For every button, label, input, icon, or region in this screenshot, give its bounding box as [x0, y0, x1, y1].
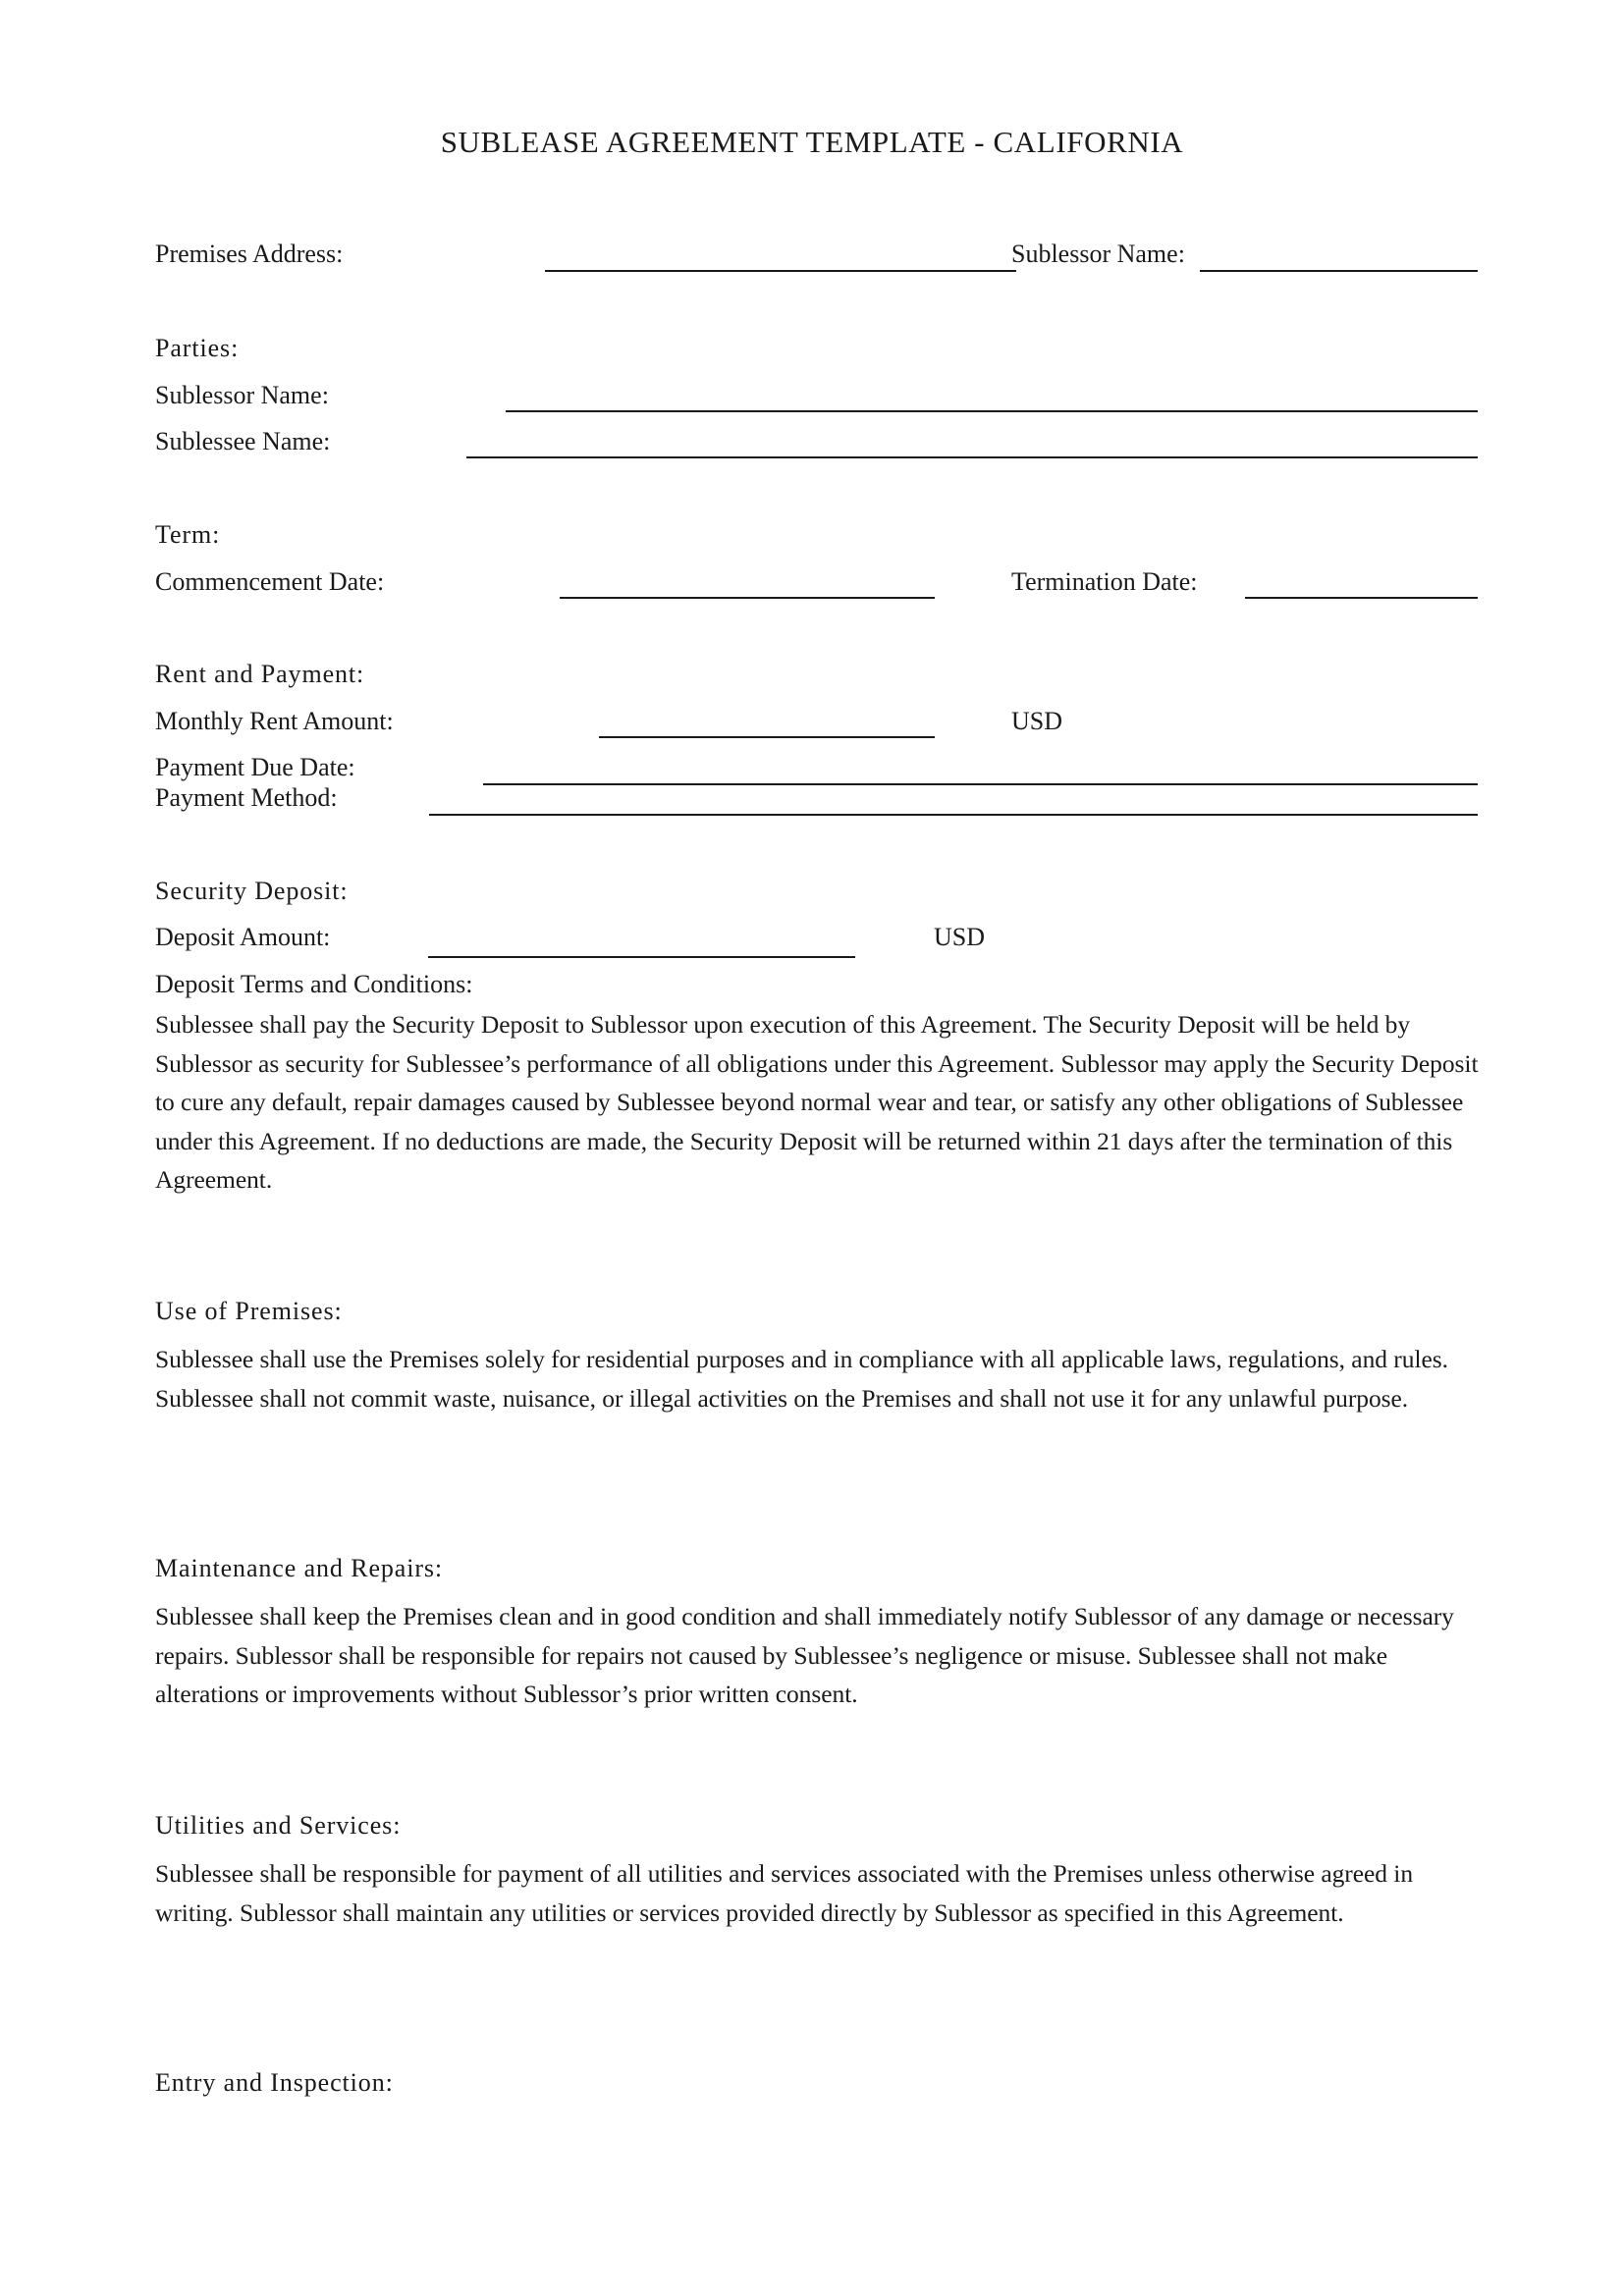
payment-method-field[interactable]	[429, 814, 1478, 816]
maintenance-heading: Maintenance and Repairs:	[155, 1554, 444, 1582]
deposit-currency: USD	[934, 923, 986, 951]
monthly-rent-label: Monthly Rent Amount:	[155, 707, 394, 735]
premises-sublessor-field[interactable]	[1200, 270, 1478, 272]
utilities-text: Sublessee shall be responsible for payment of all utilities and services associated with the Premises unless otherwise agreed in writing. Sublessor shall maintain any utilities or services provided directly by Sublessor as specified in this Agreement.	[155, 1859, 1414, 1927]
parties-sublessor-field[interactable]	[506, 410, 1478, 412]
monthly-rent-currency: USD	[1011, 707, 1063, 735]
document-title: SUBLEASE AGREEMENT TEMPLATE - CALIFORNIA	[440, 125, 1184, 159]
entry-heading: Entry and Inspection:	[155, 2068, 394, 2097]
premises-address-label: Premises Address:	[155, 240, 344, 268]
utilities-heading: Utilities and Services:	[155, 1811, 402, 1840]
commencement-date-field[interactable]	[560, 597, 935, 599]
deposit-amount-field[interactable]	[428, 956, 855, 958]
parties-sublessor-label: Sublessor Name:	[155, 381, 329, 409]
use-heading: Use of Premises:	[155, 1297, 343, 1325]
premises-sublessor-label: Sublessor Name:	[1011, 240, 1185, 268]
deposit-terms-label: Deposit Terms and Conditions:	[155, 970, 473, 998]
premises-address-field[interactable]	[545, 270, 1016, 272]
payment-due-date-field[interactable]	[483, 783, 1478, 785]
use-text: Sublessee shall use the Premises solely for residential purposes and in compliance with all applicable laws, regulations, and rules. Sublessee shall not commit waste, nuisance, or illegal activities on the Premises and shall not use it for any unlawful purpose.	[155, 1345, 1448, 1413]
commencement-date-label: Commencement Date:	[155, 567, 385, 596]
term-heading: Term:	[155, 520, 221, 549]
deposit-heading: Security Deposit:	[155, 877, 349, 905]
payment-method-label: Payment Method:	[155, 783, 338, 812]
deposit-terms-text: Sublessee shall pay the Security Deposit to Sublessor upon execution of this Agreement. The Security Deposit will be held by Sublessor as security for Sublessee’s performance of all obligations under this Agreement. Sublessor may apply the Security Deposit to cure any default, repair damages caused by Sublessee beyond normal wear and tear, or satisfy any other obligations of Sublessee under this Agreement. If no deductions are made, the Security Deposit will be returned within 21 days after the termination of this Agreement.	[155, 1010, 1479, 1194]
parties-sublessee-field[interactable]	[466, 456, 1478, 458]
monthly-rent-field[interactable]	[599, 736, 935, 738]
parties-heading: Parties:	[155, 334, 240, 362]
termination-date-label: Termination Date:	[1011, 567, 1198, 596]
payment-due-date-label: Payment Due Date:	[155, 753, 355, 781]
deposit-amount-label: Deposit Amount:	[155, 923, 331, 951]
rent-heading: Rent and Payment:	[155, 660, 365, 688]
termination-date-field[interactable]	[1245, 597, 1478, 599]
maintenance-text: Sublessee shall keep the Premises clean and in good condition and shall immediately notify Sublessor of any damage or necessary repairs. Sublessor shall be responsible for repairs not caused by Sublessee’s negligence or misuse. Sublessee shall not make alterations or improvements without Sublessor’s prior written consent.	[155, 1602, 1454, 1708]
parties-sublessee-label: Sublessee Name:	[155, 427, 331, 455]
